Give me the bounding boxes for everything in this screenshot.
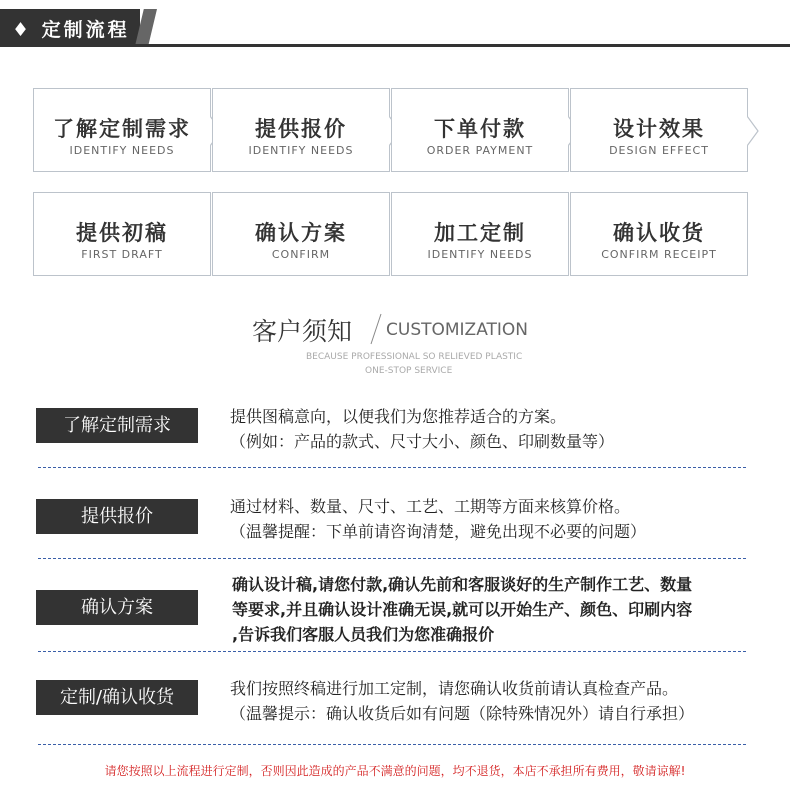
step-subtitle: IDENTIFY NEEDS xyxy=(69,144,175,157)
process-step xyxy=(212,192,390,276)
step-subtitle: FIRST DRAFT xyxy=(81,248,163,261)
notice-title-en: CUSTOMIZATION xyxy=(386,320,529,340)
dashed-divider xyxy=(38,651,746,652)
slash-divider xyxy=(366,312,386,346)
notice-line: 确认设计稿,请您付款,确认先前和客服谈好的生产制作工艺、数量 xyxy=(232,575,693,594)
notice-text xyxy=(230,494,646,544)
notice-text xyxy=(230,676,694,726)
process-step xyxy=(33,192,211,276)
dashed-divider xyxy=(38,467,746,468)
footer-warning: 请您按照以上流程进行定制，否则因此造成的产品不满意的问题，均不退货，本店不承担所有费用，敬请谅解! xyxy=(104,764,686,778)
process-step xyxy=(570,192,748,276)
step-subtitle: CONFIRM xyxy=(271,248,331,261)
notice-text xyxy=(230,404,614,454)
notice-label: 了解定制需求 xyxy=(36,408,198,443)
step-subtitle: IDENTIFY NEEDS xyxy=(427,248,533,261)
notice-title: 客户须知 xyxy=(252,317,353,346)
notice-label: 确认方案 xyxy=(36,590,198,625)
notice-line: 等要求,并且确认设计准确无误,就可以开始生产、颜色、印刷内容 xyxy=(232,600,693,619)
dashed-divider xyxy=(38,558,746,559)
notice-line: 提供图稿意向，以便我们为您推荐适合的方案。 xyxy=(230,407,567,426)
step-title: 确认收货 xyxy=(613,221,705,245)
chevron-right-icon xyxy=(747,116,761,146)
notice-line: （例如：产品的款式、尺寸大小、颜色、印刷数量等） xyxy=(230,432,615,451)
process-step xyxy=(391,192,569,276)
step-title: 确认方案 xyxy=(255,221,347,245)
notice-line: 我们按照终稿进行加工定制，请您确认收货前请认真检查产品。 xyxy=(230,679,679,698)
process-step xyxy=(391,88,569,172)
dashed-divider xyxy=(38,744,746,745)
notice-label: 定制/确认收货 xyxy=(36,680,198,715)
notice-line: 通过材料、数量、尺寸、工艺、工期等方面来核算价格。 xyxy=(230,497,631,516)
section-title: ♦ 定制流程 xyxy=(12,19,130,41)
step-title: 提供初稿 xyxy=(76,221,168,245)
notice-line: （温馨提示：确认收货后如有问题（除特殊情况外）请自行承担） xyxy=(230,704,695,723)
step-subtitle: ORDER PAYMENT xyxy=(426,144,534,157)
header-rule xyxy=(0,44,790,47)
step-subtitle: IDENTIFY NEEDS xyxy=(248,144,354,157)
notice-label: 提供报价 xyxy=(36,499,198,534)
notice-text xyxy=(232,572,692,647)
step-title: 加工定制 xyxy=(434,221,526,245)
notice-line: ,告诉我们客服人员我们为您准确报价 xyxy=(232,625,495,644)
process-step xyxy=(33,88,211,172)
step-subtitle: CONFIRM RECEIPT xyxy=(601,248,717,261)
step-title: 了解定制需求 xyxy=(53,117,191,141)
notice-subtitle-2: ONE-STOP SERVICE xyxy=(365,366,453,376)
step-subtitle: DESIGN EFFECT xyxy=(609,144,709,157)
step-title: 设计效果 xyxy=(613,117,705,141)
notice-subtitle: BECAUSE PROFESSIONAL SO RELIEVED PLASTIC xyxy=(306,352,523,362)
process-step xyxy=(570,88,748,172)
step-title: 下单付款 xyxy=(434,117,526,141)
process-step xyxy=(212,88,390,172)
notice-line: （温馨提醒：下单前请咨询清楚，避免出现不必要的问题） xyxy=(230,522,647,541)
step-title: 提供报价 xyxy=(255,117,347,141)
